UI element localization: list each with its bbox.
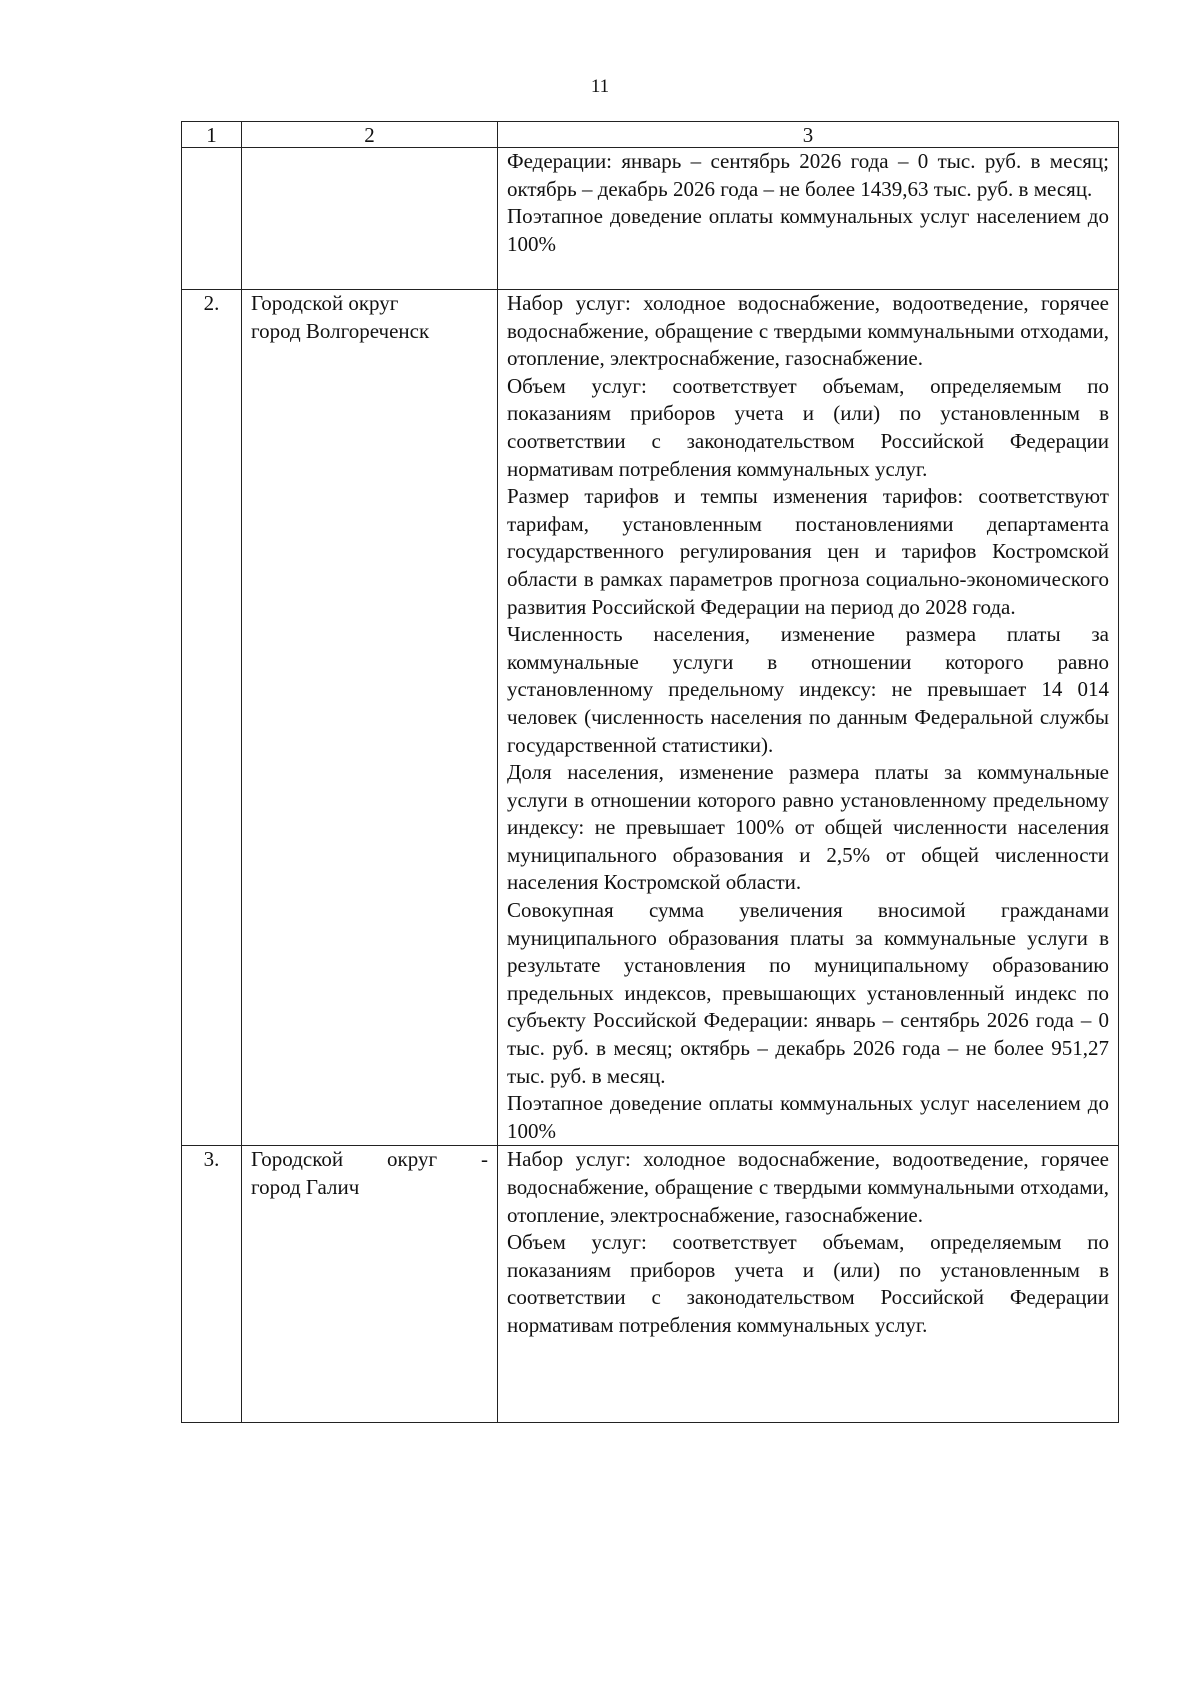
row-number-cell	[182, 148, 242, 290]
table-header-row	[182, 122, 1119, 148]
description-cell	[498, 148, 1119, 290]
paragraph-services-set: Набор услуг: холодное водоснабжение, водоотведение, горячее водоснабжение, обращение с твердыми коммунальными отходами, отопление, электроснабжение, газоснабжение.	[507, 1147, 1109, 1227]
municipality-name-line1: Городской округ -	[251, 1147, 488, 1172]
services-table	[181, 121, 1119, 1423]
table-row-continuation	[182, 148, 1119, 290]
paragraph-population-share: Доля населения, изменение размера платы за коммунальные услуги в отношении которого равно установленному предельному индексу: не превышает 100% от общей численности населения муниципального образования и 2,5% от общей численности населения Костромской области.	[507, 760, 1109, 895]
paragraph-population-count: Численность населения, изменение размера платы за коммунальные услуги в отношении которого равно установленному предельному индексу: не превышает 14 014 человек (численность населения по данным Федеральной службы государственной статистики).	[507, 622, 1109, 757]
paragraph-phased-payment: Поэтапное доведение оплаты коммунальных услуг населением до 100%	[507, 204, 1109, 256]
paragraph-services-set: Набор услуг: холодное водоснабжение, водоотведение, горячее водоснабжение, обращение с твердыми коммунальными отходами, отопление, электроснабжение, газоснабжение.	[507, 291, 1109, 371]
page-number: 11	[590, 76, 610, 97]
paragraph-total-increase: Совокупная сумма увеличения вносимой гражданами муниципального образования платы за коммунальные услуги в результате установления по муниципальному образованию предельных индексов, превышающих установленный индекс по субъекту Российской Федерации: январь – сентябрь 2026 года – 0 тыс. руб. в месяц; октябрь – декабрь 2026 года – не более 951,27 тыс. руб. в месяц.	[507, 898, 1109, 1088]
paragraph-federal-sum: Федерации: январь – сентябрь 2026 года – 0 тыс. руб. в месяц; октябрь – декабрь 2026 года – не более 1439,63 тыс. руб. в месяц.	[507, 149, 1109, 201]
municipality-cell	[242, 148, 498, 290]
description-cell	[498, 290, 1119, 1146]
municipality-name	[242, 290, 498, 1146]
table-row-volgorechensk	[182, 290, 1119, 1146]
paragraph-tariffs: Размер тарифов и темпы изменения тарифов: соответствуют тарифам, установленным постановлениями департамента государственного регулирования цен и тарифов Костромской области в рамках параметров прогноза социально-экономического развития Российской Федерации на период до 2028 года.	[507, 484, 1109, 619]
municipality-name-line2: город Галич	[251, 1175, 360, 1199]
municipality-name-line1: Городской округ	[251, 291, 399, 315]
paragraph-services-volume: Объем услуг: соответствует объемам, определяемым по показаниям приборов учета и (или) по установленным в соответствии с законодательством Российской Федерации нормативам потребления коммунальных услуг.	[507, 373, 1109, 481]
row-number: 2.	[182, 290, 242, 1146]
column-header-2: 2	[242, 122, 498, 148]
paragraph-phased-payment: Поэтапное доведение оплаты коммунальных услуг населением до 100%	[507, 1091, 1109, 1143]
row-number: 3.	[182, 1146, 242, 1423]
municipality-name	[242, 1146, 498, 1423]
table-row-galich	[182, 1146, 1119, 1423]
column-header-1: 1	[182, 122, 242, 148]
municipality-name-line2: город Волгореченск	[251, 318, 430, 343]
description-cell	[498, 1146, 1119, 1423]
paragraph-services-volume: Объем услуг: соответствует объемам, определяемым по показаниям приборов учета и (или) по установленным в соответствии с законодательством Российской Федерации нормативам потребления коммунальных услуг.	[507, 1230, 1109, 1337]
column-header-3: 3	[498, 122, 1119, 148]
